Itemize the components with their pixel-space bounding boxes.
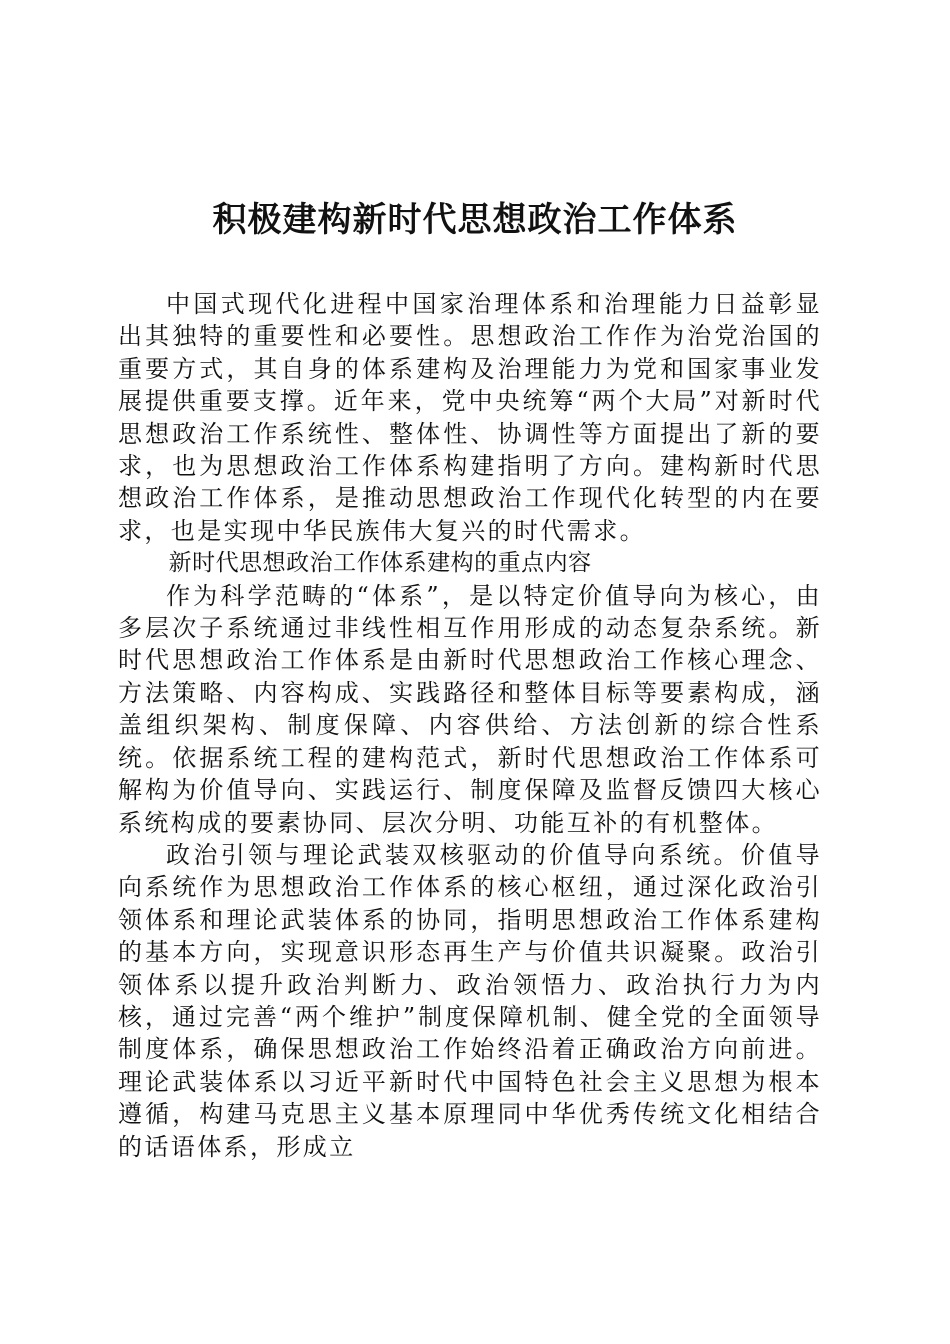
body-paragraph: 政治引领与理论武装双核驱动的价值导向系统。价值导向系统作为思想政治工作体系的核心枢纽，通过深化政治引领体系和理论武装体系的协同，指明思想政治工作体系建构的基本方向，实现意识形态再生产与价值共识凝聚。政治引领体系以提升政治判断力、政治领悟力、政治执行力为内核，通过完善“两个维护”制度保障机制、健全党的全面领导制度体系，确保思想政治工作始终沿着正确政治方向前进。理论武装体系以习近平新时代中国特色社会主义思想为根本遵循，构建马克思主义基本原理同中华优秀传统文化相结合的话语体系，形成立: [118, 840, 822, 1161]
document-body: [118, 288, 822, 1163]
intro-paragraph: 中国式现代化进程中国家治理体系和治理能力日益彰显出其独特的重要性和必要性。思想政治工作作为治党治国的重要方式，其自身的体系建构及治理能力为党和国家事业发展提供重要支撑。近年来，党中央统筹“两个大局”对新时代思想政治工作系统性、整体性、协调性等方面提出了新的要求，也为思想政治工作体系构建指明了方向。建构新时代思想政治工作体系，是推动思想政治工作现代化转型的内在要求，也是实现中华民族伟大复兴的时代需求。: [118, 290, 822, 545]
section-heading: 新时代思想政治工作体系建构的重点内容: [168, 550, 592, 577]
document-title: 积极建构新时代思想政治工作体系: [212, 200, 738, 240]
body-paragraph: 作为科学范畴的“体系”，是以特定价值导向为核心，由多层次子系统通过非线性相互作用形成的动态复杂系统。新时代思想政治工作体系是由新时代思想政治工作核心理念、方法策略、内容构成、实践路径和整体目标等要素构成，涵盖组织架构、制度保障、内容供给、方法创新的综合性系统。依据系统工程的建构范式，新时代思想政治工作体系可解构为价值导向、实践运行、制度保障及监督反馈四大核心系统构成的要素协同、层次分明、功能互补的有机整体。: [118, 581, 822, 837]
